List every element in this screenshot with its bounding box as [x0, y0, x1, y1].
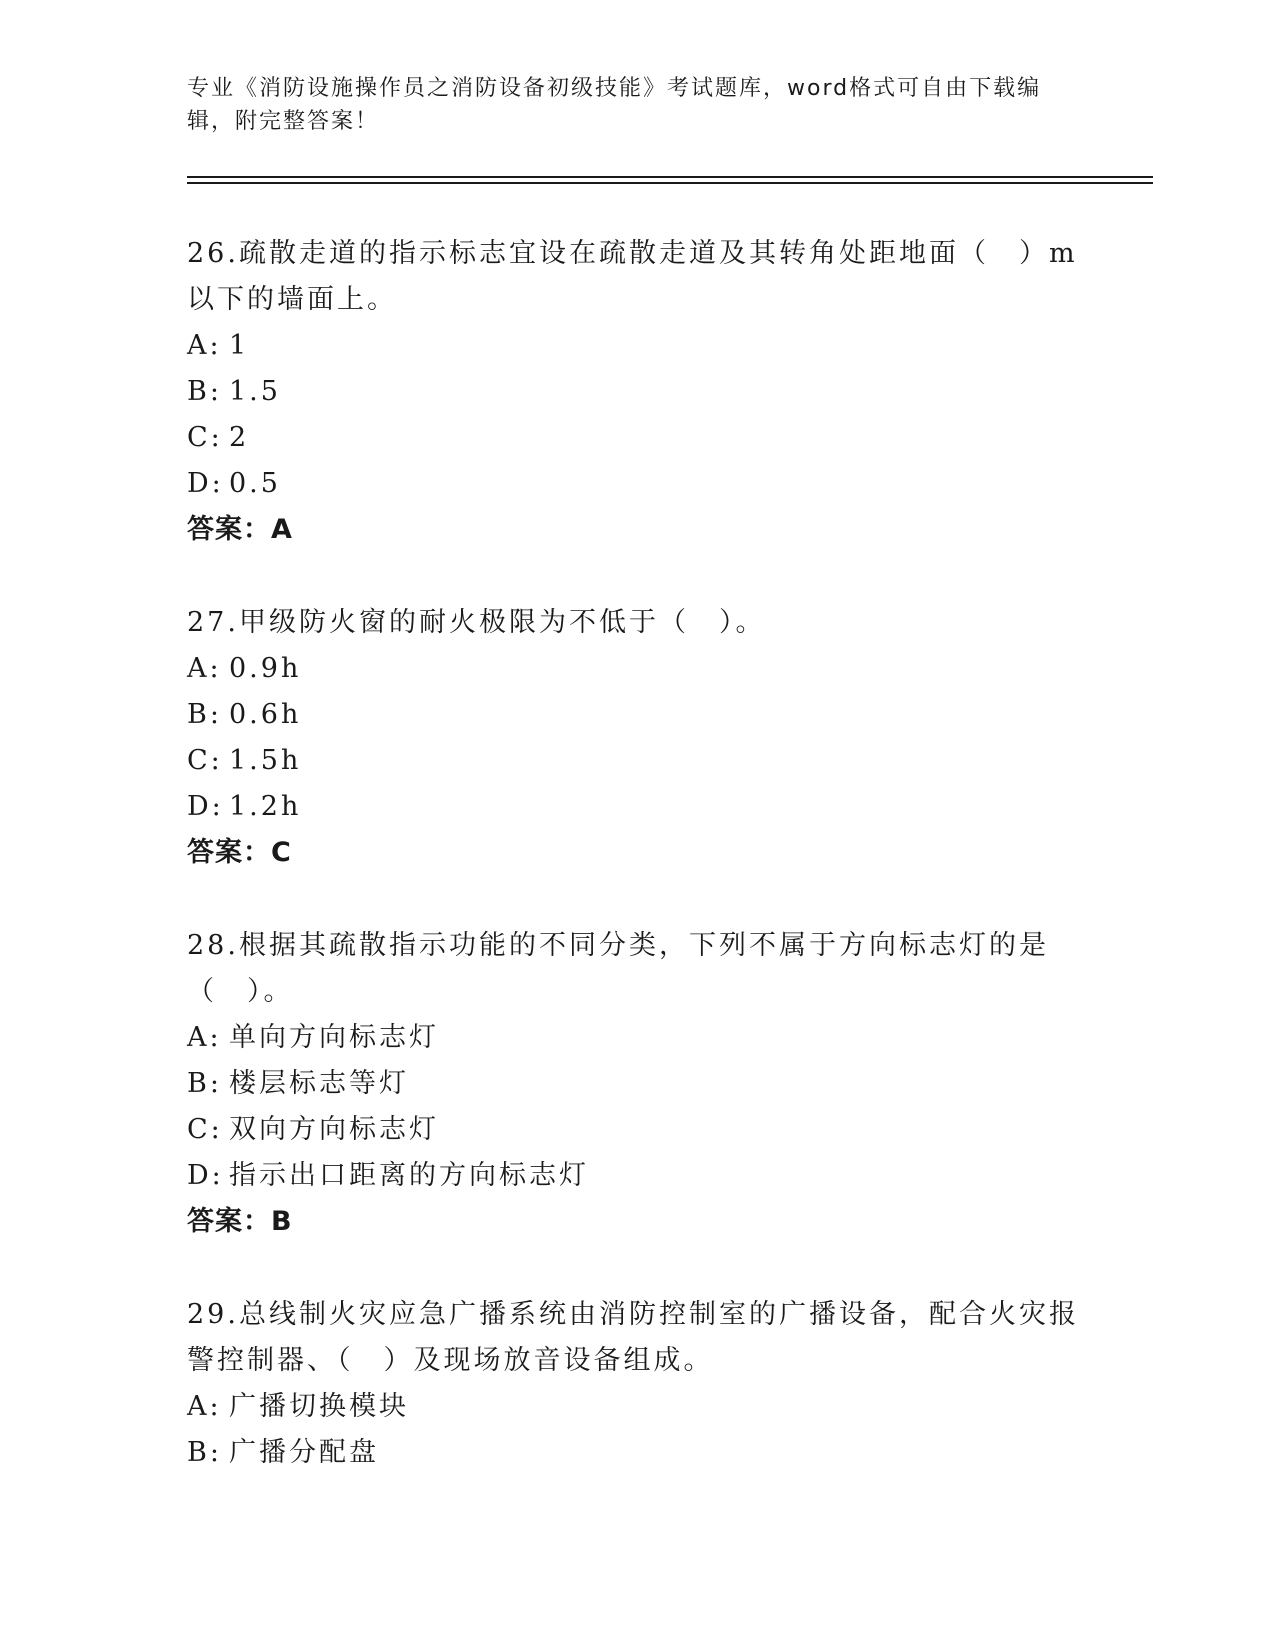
option-key: C:	[187, 422, 223, 453]
answer-line: 答案：C	[187, 837, 292, 868]
option-key: B:	[187, 699, 222, 730]
option-c	[187, 415, 1087, 461]
option-key: B:	[187, 376, 222, 407]
option-key: A:	[187, 653, 222, 684]
option-a	[187, 1015, 1087, 1061]
question-stem: 27.甲级防火窗的耐火极限为不低于（ ）。	[187, 607, 766, 638]
option-d	[187, 1153, 1087, 1199]
option-b	[187, 1061, 1087, 1107]
option-text: 1.5	[229, 376, 281, 407]
question-stem: 26.疏散走道的指示标志宜设在疏散走道及其转角处距地面（ ）m以下的墙面上。	[187, 238, 1078, 315]
option-key: B:	[187, 1437, 222, 1468]
option-text: 2	[229, 422, 250, 453]
option-key: D:	[187, 1160, 224, 1191]
option-text: 1	[229, 330, 250, 361]
option-text: 0.5	[229, 468, 281, 499]
option-text: 1.2h	[229, 791, 302, 822]
option-key: B:	[187, 1068, 222, 1099]
option-a	[187, 1384, 1087, 1430]
option-text: 广播切换模块	[229, 1391, 409, 1422]
option-text: 楼层标志等灯	[229, 1068, 409, 1099]
option-a	[187, 323, 1087, 369]
option-key: A:	[187, 1022, 222, 1053]
header-divider-bottom	[187, 182, 1153, 184]
option-b	[187, 369, 1087, 415]
option-text: 广播分配盘	[229, 1437, 379, 1468]
option-text: 双向方向标志灯	[229, 1114, 439, 1145]
option-c	[187, 1107, 1087, 1153]
option-d	[187, 461, 1087, 507]
option-c	[187, 738, 1087, 784]
option-b	[187, 692, 1087, 738]
question-28	[187, 923, 1087, 1245]
option-key: A:	[187, 1391, 222, 1422]
answer-line: 答案：B	[187, 1206, 293, 1237]
question-27	[187, 600, 1087, 876]
option-d	[187, 784, 1087, 830]
question-stem: 28.根据其疏散指示功能的不同分类，下列不属于方向标志灯的是（ ）。	[187, 930, 1049, 1007]
option-key: D:	[187, 468, 224, 499]
question-stem: 29.总线制火灾应急广播系统由消防控制室的广播设备，配合火灾报警控制器、（ ）及现场放音设备组成。	[187, 1299, 1079, 1376]
option-key: A:	[187, 330, 222, 361]
question-list	[187, 231, 1087, 1523]
option-text: 1.5h	[229, 745, 302, 776]
option-a	[187, 646, 1087, 692]
option-text: 单向方向标志灯	[229, 1022, 439, 1053]
option-text: 指示出口距离的方向标志灯	[229, 1160, 589, 1191]
option-key: C:	[187, 1114, 223, 1145]
option-b	[187, 1430, 1087, 1476]
option-text: 0.6h	[229, 699, 302, 730]
option-key: D:	[187, 791, 224, 822]
question-29	[187, 1292, 1087, 1476]
question-26	[187, 231, 1087, 553]
answer-line: 答案：A	[187, 514, 293, 545]
document-header: 专业《消防设施操作员之消防设备初级技能》考试题库，word格式可自由下载编辑，附完整答案！	[187, 76, 1042, 134]
header-divider-top	[187, 176, 1153, 178]
option-key: C:	[187, 745, 223, 776]
option-text: 0.9h	[229, 653, 302, 684]
